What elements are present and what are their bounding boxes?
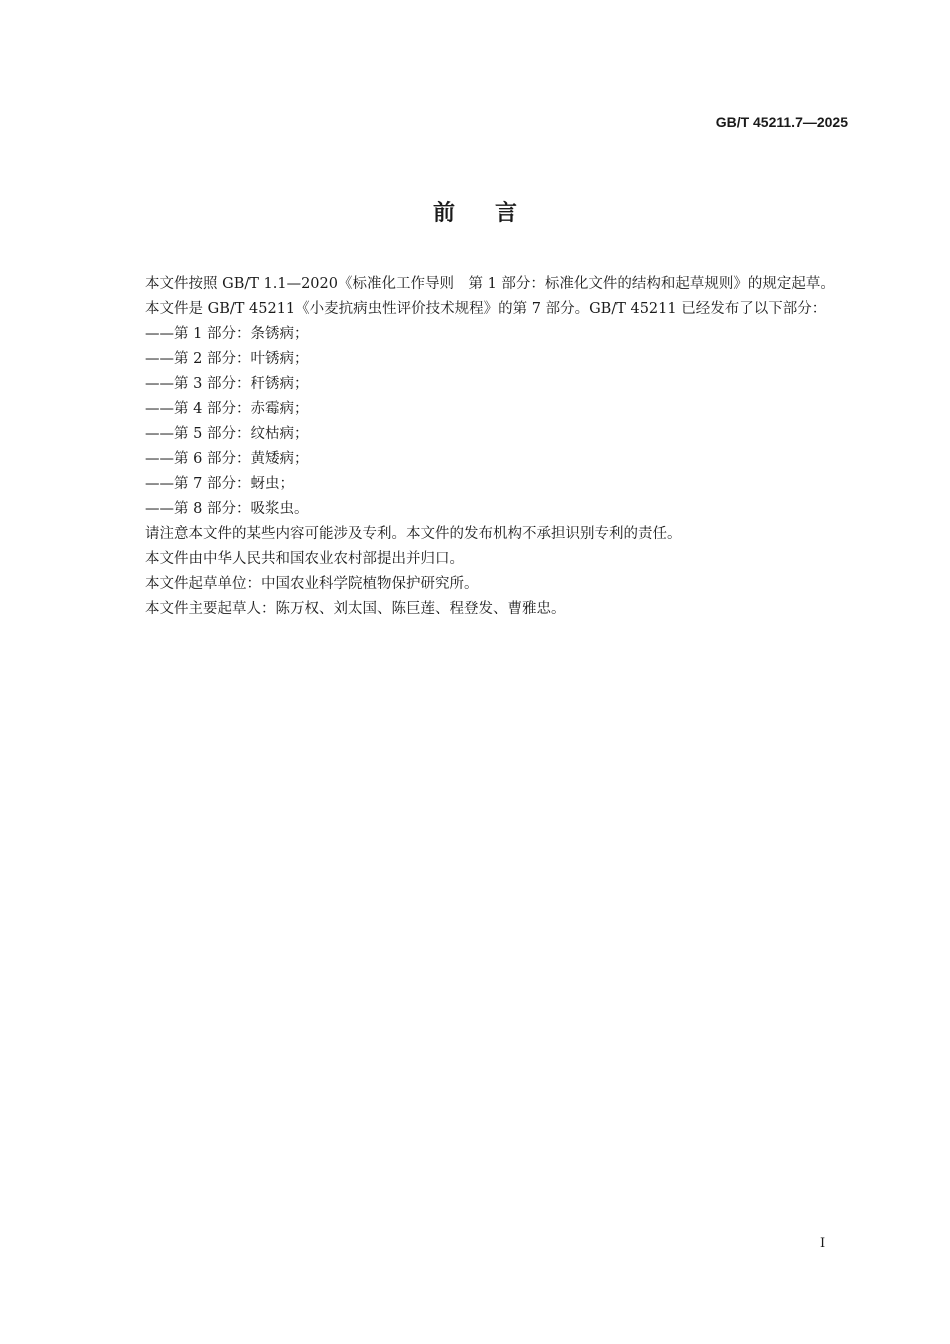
list-item: ——第 4 部分：赤霉病； xyxy=(145,401,309,417)
page-number: I xyxy=(820,1236,826,1251)
paragraph: 本文件起草单位：中国农业科学院植物保护研究所。 xyxy=(145,576,479,592)
list-item: ——第 8 部分：吸浆虫。 xyxy=(145,501,309,517)
list-item: ——第 7 部分：蚜虫； xyxy=(145,476,294,492)
paragraph: 本文件主要起草人：陈万权、刘太国、陈巨莲、程登发、曹雅忠。 xyxy=(145,601,566,617)
paragraph: 请注意本文件的某些内容可能涉及专利。本文件的发布机构不承担识别专利的责任。 xyxy=(145,526,682,542)
paragraph: 本文件由中华人民共和国农业农村部提出并归口。 xyxy=(145,551,464,567)
list-item: ——第 2 部分：叶锈病； xyxy=(145,351,309,367)
document-body xyxy=(115,272,850,622)
list-item: ——第 5 部分：纹枯病； xyxy=(145,426,309,442)
list-item: ——第 1 部分：条锈病； xyxy=(145,326,309,342)
paragraph: 本文件按照 GB/T 1.1—2020《标准化工作导则 第 1 部分：标准化文件的结构和起草规则》的规定起草。 xyxy=(145,276,835,292)
list-item: ——第 6 部分：黄矮病； xyxy=(145,451,309,467)
paragraph: 本文件是 GB/T 45211《小麦抗病虫性评价技术规程》的第 7 部分。GB/T 45211 已经发布了以下部分： xyxy=(145,301,827,317)
page-title: 前言 xyxy=(432,201,557,226)
document-number-header: GB/T 45211.7—2025 xyxy=(715,114,848,130)
list-item: ——第 3 部分：秆锈病； xyxy=(145,376,309,392)
